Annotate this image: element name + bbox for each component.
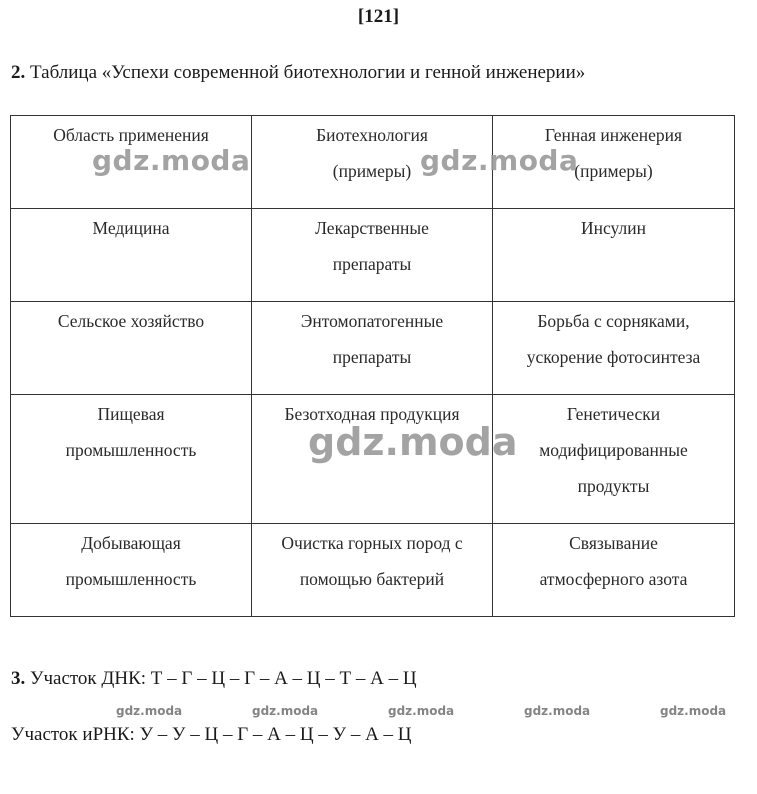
rna-line: Участок иРНК: У – У – Ц – Г – А – Ц – У – А – Ц xyxy=(11,724,412,745)
cell-line: (примеры) xyxy=(332,161,412,181)
cell-line: ускорение фотосинтеза xyxy=(526,347,701,367)
cell-line: Безотходная продукция xyxy=(284,404,460,424)
cell-line: промышленность xyxy=(65,569,197,589)
cell-line: Генная инженерия xyxy=(544,125,683,145)
cell-line: Область применения xyxy=(53,125,209,145)
cell-line: промышленность xyxy=(65,440,197,460)
page-number: [121] xyxy=(357,6,400,27)
table-row xyxy=(11,209,735,302)
watermark: gdz.moda xyxy=(420,144,579,177)
table-cell xyxy=(11,395,252,524)
dna-line xyxy=(11,668,417,690)
cell-line: Добывающая xyxy=(81,533,181,553)
cell-line: модифицированные xyxy=(539,440,688,460)
table-cell xyxy=(252,209,493,302)
dna-sequence: Участок ДНК: Т – Г – Ц – Г – А – Ц – Т – А – Ц xyxy=(30,668,417,689)
cell-line: Лекарственные xyxy=(315,218,429,238)
section-2-title xyxy=(11,62,585,84)
table-row xyxy=(11,524,735,617)
table-cell xyxy=(11,524,252,617)
table-cell xyxy=(252,302,493,395)
watermark: gdz.moda xyxy=(388,704,455,718)
cell-line: Генетически xyxy=(566,404,661,424)
watermark: gdz.moda xyxy=(524,704,591,718)
biotech-table xyxy=(10,115,735,617)
cell-line: помощью бактерий xyxy=(299,569,445,589)
cell-line: Энтомопатогенные xyxy=(300,311,444,331)
watermark: gdz.moda xyxy=(660,704,727,718)
cell-line: (примеры) xyxy=(574,161,653,181)
watermark: gdz.moda xyxy=(116,704,183,718)
cell-line: Борьба с сорняками, xyxy=(537,311,690,331)
table-cell xyxy=(493,524,735,617)
table-cell xyxy=(493,395,735,524)
table-cell xyxy=(252,524,493,617)
cell-line: Инсулин xyxy=(581,218,646,238)
section-3-number: 3. xyxy=(11,668,26,689)
table-cell xyxy=(493,209,735,302)
watermark: gdz.moda xyxy=(92,144,251,177)
cell-line: препараты xyxy=(332,347,412,367)
cell-line: препараты xyxy=(332,254,412,274)
table-row xyxy=(11,302,735,395)
table-cell xyxy=(493,302,735,395)
cell-line: Биотехнология xyxy=(316,125,428,145)
watermark: gdz.moda xyxy=(252,704,319,718)
cell-line: Пищевая xyxy=(97,404,165,424)
cell-line: Сельское хозяйство xyxy=(57,311,205,331)
table-cell xyxy=(11,209,252,302)
cell-line: Медицина xyxy=(92,218,170,238)
section-2-title-text: Таблица «Успехи современной биотехнологии и генной инженерии» xyxy=(30,62,586,83)
cell-line: атмосферного азота xyxy=(539,569,688,589)
cell-line: продукты xyxy=(577,476,650,496)
cell-line: Связывание xyxy=(569,533,658,553)
table-cell xyxy=(11,302,252,395)
section-2-number: 2. xyxy=(11,62,26,83)
cell-line: Очистка горных пород с xyxy=(281,533,463,553)
watermark: gdz.moda xyxy=(308,420,518,464)
